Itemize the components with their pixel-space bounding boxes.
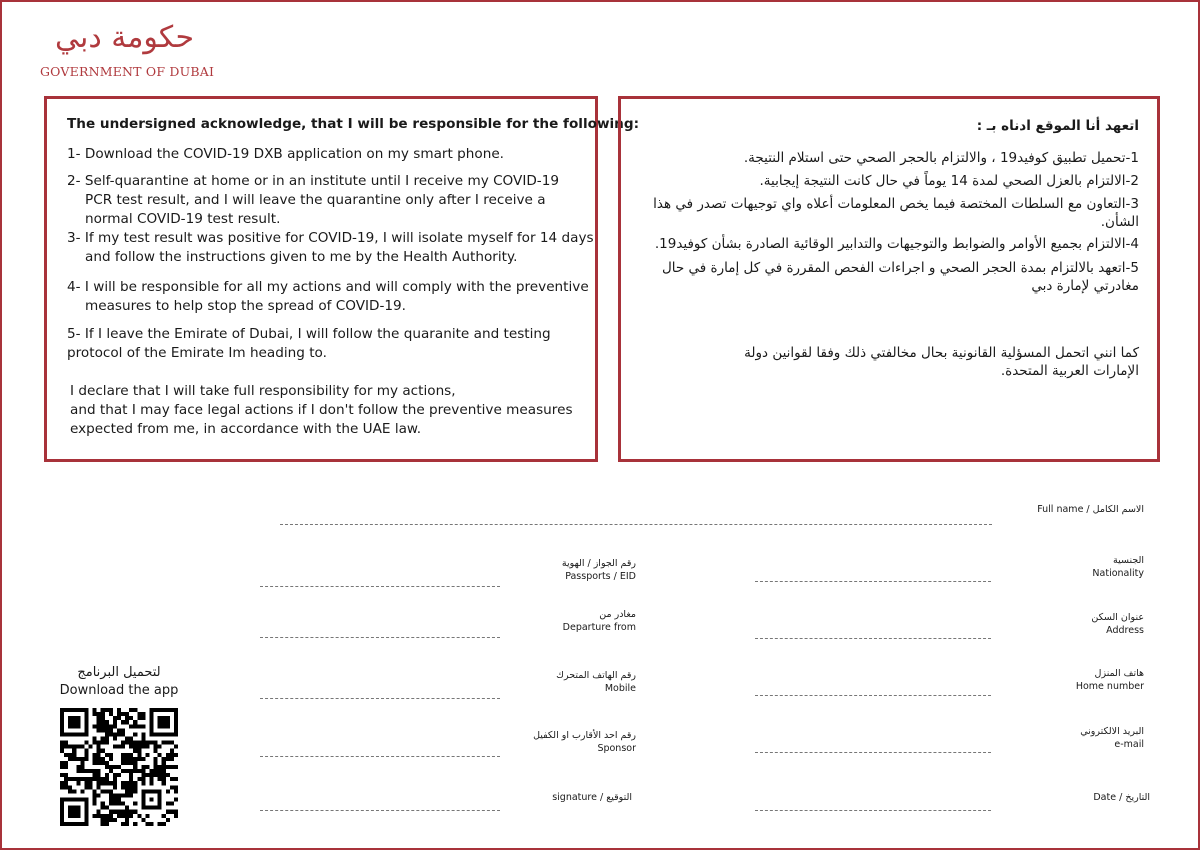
english-item-3-cont: and follow the instructions given to me by the Health Authority. [85, 249, 518, 265]
arabic-declaration: كما انني اتحمل المسؤلية القانونية بحال مخالفتي ذلك وفقا لقوانين دولة الإمارات العربية المتحدة. [744, 345, 1139, 379]
arabic-acknowledgement-box [618, 96, 1160, 462]
english-declaration-line2: and that I may face legal actions if I don't follow the preventive measures [70, 402, 573, 418]
email-label-en: e-mail [1114, 739, 1144, 750]
english-declaration-line1: I declare that I will take full responsibility for my actions, [70, 383, 456, 399]
english-item-4-cont: measures to help stop the spread of COVID-19. [85, 298, 406, 314]
sponsor-label [533, 729, 636, 755]
english-item-4-line1: 4- I will be responsible for all my actions and will comply with the preventive [67, 279, 589, 295]
signature-field[interactable] [260, 810, 500, 811]
home-number-label [1076, 667, 1144, 693]
mobile-field[interactable] [260, 698, 500, 699]
email-field[interactable] [755, 752, 991, 753]
date-label-ar: التاريخ [1125, 792, 1150, 803]
nationality-label-en: Nationality [1092, 568, 1144, 579]
address-field[interactable] [755, 638, 991, 639]
full-name-field[interactable] [280, 524, 992, 525]
departure-label-ar: مغادر من [599, 609, 636, 620]
arabic-item-3: 3-التعاون مع السلطات المختصة فيما يخص المعلومات أعلاه واي توجيهات تصدر في هذا الشأن. [653, 196, 1139, 230]
english-item-5-cont: protocol of the Emirate Im heading to. [67, 345, 327, 361]
signature-label [552, 791, 632, 804]
departure-field[interactable] [260, 637, 500, 638]
sponsor-label-en: Sponsor [597, 743, 636, 754]
logo-english-text: GOVERNMENT OF DUBAI [40, 64, 215, 79]
english-item-1-text: 1- Download the COVID-19 DXB application on my smart phone. [67, 146, 504, 162]
home-number-label-en: Home number [1075, 681, 1144, 692]
english-item-5-line1: 5- If I leave the Emirate of Dubai, I will follow the quaranite and testing [67, 326, 551, 342]
date-field[interactable] [755, 810, 991, 811]
home-number-label-ar: هاتف المنزل [1094, 668, 1144, 679]
english-declaration-line3: expected from me, in accordance with the UAE law. [70, 421, 422, 437]
passport-label-en: Passports / EID [565, 571, 636, 582]
arabic-title: اتعهد أنا الموقع ادناه بـ : [976, 118, 1139, 134]
nationality-field[interactable] [755, 581, 991, 582]
email-label-ar: البريد الالكتروني [1080, 726, 1144, 737]
sponsor-field[interactable] [260, 756, 500, 757]
signature-label-ar: التوقيع [606, 792, 632, 803]
download-app-english: Download the app [59, 683, 179, 698]
nationality-label-ar: الجنسية [1113, 555, 1144, 566]
download-app-arabic: لتحميل البرنامج [77, 665, 161, 680]
date-label [1093, 791, 1150, 804]
address-label [1091, 611, 1144, 637]
departure-label [563, 608, 636, 634]
english-declaration [70, 382, 573, 439]
email-label [1080, 725, 1144, 751]
english-title: The undersigned acknowledge, that I will be responsible for the following: [67, 116, 640, 132]
departure-label-en: Departure from [562, 622, 636, 633]
english-item-3 [67, 229, 594, 267]
qr-code-icon[interactable] [60, 708, 178, 826]
passport-label-ar: رقم الجواز / الهوية [561, 558, 636, 569]
arabic-item-4: 4-الالتزام بجميع الأوامر والضوابط والتوجيهات والتدابير الوقائية الصادرة بشأن كوفيد19. [654, 236, 1139, 252]
sponsor-label-ar: رقم احد الأقارب او الكفيل [533, 730, 636, 741]
english-item-5 [67, 325, 587, 363]
full-name-label-en: Full name / [1037, 504, 1090, 515]
passport-label [562, 557, 636, 583]
full-name-label [1037, 503, 1144, 516]
english-acknowledgement-box [44, 96, 640, 462]
english-item-2-cont: PCR test result, and I will leave the quarantine only after I receive a normal COVID-19 test result. [85, 192, 546, 227]
address-label-ar: عنوان السكن [1091, 612, 1144, 623]
home-number-field[interactable] [755, 695, 991, 696]
nationality-label [1092, 554, 1144, 580]
arabic-item-2: 2-الالتزام بالعزل الصحي لمدة 14 يوماً في حال كانت النتيجة إيجابية. [759, 173, 1139, 189]
mobile-label-en: Mobile [604, 683, 636, 694]
date-label-en: Date / [1093, 792, 1123, 803]
government-logo [40, 14, 215, 84]
arabic-item-1: 1-تحميل تطبيق كوفيد19 ، والالتزام بالحجر الصحي حتى استلام النتيجة. [743, 150, 1139, 166]
english-item-3-line1: 3- If my test result was positive for COVID-19, I will isolate myself for 14 days [67, 230, 594, 246]
mobile-label [556, 669, 636, 695]
english-item-2-line1: 2- Self-quarantine at home or in an institute until I receive my COVID-19 [67, 173, 559, 189]
signature-label-en: signature / [552, 792, 604, 803]
passport-field[interactable] [260, 586, 500, 587]
address-label-en: Address [1106, 625, 1144, 636]
full-name-label-ar: الاسم الكامل [1092, 504, 1144, 515]
logo-arabic-text: حكومة دبي [54, 20, 194, 55]
english-item-2 [67, 172, 587, 229]
mobile-label-ar: رقم الهاتف المتحرك [556, 670, 636, 681]
english-item-1 [67, 145, 587, 164]
arabic-item-5: 5-اتعهد بالالتزام بمدة الحجر الصحي و اجراءات الفحص المقررة في كل إمارة في حال مغادرتي لإمارة دبي [661, 260, 1139, 294]
english-item-4 [67, 278, 587, 316]
